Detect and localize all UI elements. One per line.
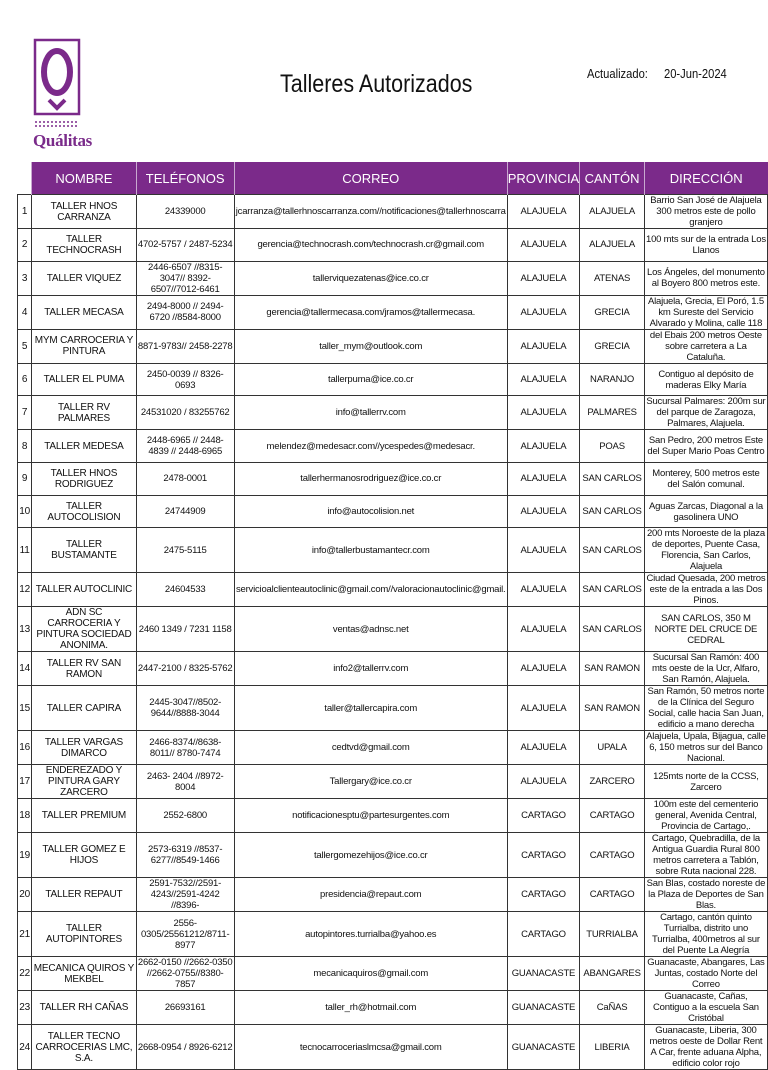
cell-provincia: ALAJUELA	[507, 229, 580, 262]
cell-direccion: Guanacaste, Cañas, Contiguo a la escuela San Cristóbal	[644, 991, 767, 1025]
row-number: 4	[18, 295, 32, 329]
cell-provincia: ALAJUELA	[507, 396, 580, 430]
table-row	[18, 229, 768, 262]
cell-provincia: ALAJUELA	[507, 607, 580, 652]
cell-nombre: TALLER REPAUT	[32, 878, 136, 912]
cell-direccion: Guanacaste, Abangares, Las Juntas, costado Norte del Correo	[644, 957, 767, 991]
table-row	[18, 799, 768, 833]
cell-nombre: TALLER HNOS RODRIGUEZ	[32, 463, 136, 496]
cell-correo: taller@tallercapira.com	[234, 686, 507, 731]
cell-direccion: Guanacaste, Liberia, 300 metros oeste de Dollar Rent A Car, frente aduana Alpha, edificio color rojo	[644, 1025, 767, 1070]
cell-canton: CaÑAS	[580, 991, 645, 1025]
table-row	[18, 495, 768, 528]
cell-nombre: TALLER RV PALMARES	[32, 396, 136, 430]
cell-nombre: TALLER TECHNOCRASH	[32, 229, 136, 262]
cell-nombre: TALLER AUTOCOLISION	[32, 495, 136, 528]
table-row	[18, 991, 768, 1025]
cell-nombre: TALLER AUTOPINTORES	[32, 912, 136, 957]
cell-telefonos: 2591-7532//2591-4243//2591-4242 //8396-	[136, 878, 234, 912]
cell-direccion: 100 mts sur de la entrada Los Llanos	[644, 229, 767, 262]
cell-provincia: CARTAGO	[507, 912, 580, 957]
cell-telefonos: 2556-0305/25561212/8711-8977	[136, 912, 234, 957]
table-row	[18, 1025, 768, 1070]
cell-telefonos: 26693161	[136, 991, 234, 1025]
cell-nombre: MECANICA QUIROS Y MEKBEL	[32, 957, 136, 991]
cell-telefonos: 2494-8000 // 2494-6720 //8584-8000	[136, 295, 234, 329]
cell-nombre: ADN SC CARROCERIA Y PINTURA SOCIEDAD ANONIMA.	[32, 607, 136, 652]
row-number: 15	[18, 686, 32, 731]
cell-canton: CARTAGO	[580, 799, 645, 833]
cell-telefonos: 24604533	[136, 573, 234, 607]
row-number: 21	[18, 912, 32, 957]
cell-telefonos: 2445-3047//8502-9644//8888-3044	[136, 686, 234, 731]
table-row	[18, 573, 768, 607]
cell-direccion: San Blas, costado noreste de la Plaza de Deportes de San Blas.	[644, 878, 767, 912]
cell-canton: ABANGARES	[580, 957, 645, 991]
cell-correo: info@tallerbustamantecr.com	[234, 528, 507, 573]
cell-direccion: Sucursal Palmares: 200m sur del parque de Zaragoza, Palmares, Alajuela.	[646, 396, 766, 430]
cell-provincia: ALAJUELA	[507, 573, 580, 607]
cell-canton: SAN CARLOS	[580, 463, 645, 496]
table-row	[18, 430, 768, 463]
cell-telefonos: 2478-0001	[136, 463, 234, 496]
header-direccion: DIRECCIÓN	[644, 162, 767, 195]
cell-provincia: ALAJUELA	[507, 528, 580, 573]
row-number: 3	[18, 261, 32, 295]
cell-direccion: 200 mts Noroeste de la plaza de deportes, Puente Casa, Florencia, San Carlos, Alajuela	[644, 528, 767, 573]
cell-correo: autopintores.turrialba@yahoo.es	[234, 912, 507, 957]
cell-correo: ventas@adnsc.net	[234, 607, 507, 652]
cell-direccion: San Pedro, 200 metros Este del Super Mario Poas Centro	[644, 430, 767, 463]
cell-correo: taller_mym@outlook.com	[234, 329, 507, 363]
cell-canton: SAN CARLOS	[580, 495, 645, 528]
cell-provincia: ALAJUELA	[507, 765, 580, 799]
header-nombre: NOMBRE	[32, 162, 136, 195]
cell-provincia: GUANACASTE	[507, 957, 580, 991]
row-number: 1	[18, 195, 32, 229]
cell-provincia: ALAJUELA	[507, 295, 580, 329]
cell-telefonos: 2450-0039 // 8326-0693	[136, 363, 234, 396]
cell-canton: CARTAGO	[580, 833, 645, 878]
cell-provincia: CARTAGO	[507, 799, 580, 833]
row-number: 24	[18, 1025, 32, 1070]
cell-canton: SAN CARLOS	[580, 607, 645, 652]
cell-correo: Tallergary@ice.co.cr	[234, 765, 507, 799]
cell-telefonos: 2447-2100 / 8325-5762	[136, 652, 234, 686]
row-number: 12	[18, 573, 32, 607]
cell-nombre: TALLER RV SAN RAMON	[32, 652, 136, 686]
row-number: 11	[18, 528, 32, 573]
cell-telefonos: 24531020 / 83255762	[136, 396, 234, 430]
table-row	[18, 329, 768, 363]
cell-canton: SAN RAMON	[580, 652, 645, 686]
cell-nombre: TALLER GOMEZ E HIJOS	[32, 833, 136, 878]
cell-correo: tallerpuma@ice.co.cr	[234, 363, 507, 396]
page-title: Talleres Autorizados	[280, 70, 473, 98]
workshops-table	[17, 162, 768, 1070]
cell-canton: NARANJO	[580, 363, 645, 396]
table-row	[18, 195, 768, 229]
cell-correo: presidencia@repaut.com	[234, 878, 507, 912]
cell-provincia: CARTAGO	[507, 878, 580, 912]
cell-telefonos: 2446-6507 //8315-3047// 8392-6507//7012-6461	[136, 261, 234, 295]
cell-nombre: TALLER AUTOCLINIC	[32, 573, 136, 607]
cell-provincia: ALAJUELA	[507, 363, 580, 396]
cell-correo: mecanicaquiros@gmail.com	[234, 957, 507, 991]
qualitas-logo	[33, 38, 93, 158]
table-row	[18, 463, 768, 496]
cell-provincia: ALAJUELA	[507, 652, 580, 686]
cell-canton: ZARCERO	[580, 765, 645, 799]
cell-correo: info@autocolision.net	[234, 495, 507, 528]
cell-nombre: ENDEREZADO Y PINTURA GARY ZARCERO	[32, 765, 136, 799]
cell-nombre: TALLER PREMIUM	[32, 799, 136, 833]
table-row	[18, 765, 768, 799]
cell-direccion: Los Ángeles, del monumento al Boyero 800 metros este.	[644, 261, 767, 295]
updated-date: 20-Jun-2024	[664, 66, 727, 81]
cell-canton: ALAJUELA	[580, 229, 645, 262]
cell-correo: servicioalclienteautoclinic@gmail.com//valoracionautoclinic@gmail.	[234, 573, 507, 607]
row-number: 6	[18, 363, 32, 396]
cell-canton: PALMARES	[580, 396, 645, 430]
cell-nombre: TALLER TECNO CARROCERIAS LMC, S.A.	[32, 1025, 136, 1070]
cell-telefonos: 2662-0150 //2662-0350 //2662-0755//8380-7857	[137, 957, 233, 991]
cell-canton: LIBERIA	[580, 1025, 645, 1070]
row-number: 20	[18, 878, 32, 912]
table-row	[18, 261, 768, 295]
cell-nombre: TALLER HNOS CARRANZA	[32, 195, 136, 229]
row-number: 10	[18, 495, 32, 528]
row-number: 9	[18, 463, 32, 496]
cell-provincia: ALAJUELA	[507, 430, 580, 463]
header-index	[18, 162, 32, 195]
cell-nombre: TALLER RH CAÑAS	[32, 991, 136, 1025]
cell-provincia: GUANACASTE	[507, 1025, 580, 1070]
row-number: 23	[18, 991, 32, 1025]
row-number: 14	[18, 652, 32, 686]
cell-correo: tecnocarroceriaslmcsa@gmail.com	[234, 1025, 507, 1070]
table-row	[18, 878, 768, 912]
row-number: 2	[18, 229, 32, 262]
cell-provincia: ALAJUELA	[507, 329, 580, 363]
cell-correo: gerencia@technocrash.com/technocrash.cr@gmail.com	[234, 229, 507, 262]
row-number: 22	[18, 957, 32, 991]
cell-correo: tallergomezehijos@ice.co.cr	[234, 833, 507, 878]
cell-direccion: San Ramón, 50 metros norte de la Clínica del Seguro Social, calle hacia San Juan, edificio a mano derecha	[644, 686, 767, 731]
cell-correo: info2@tallerrv.com	[234, 652, 507, 686]
cell-correo: jcarranza@tallerhnoscarranza.com//notificaciones@tallerhnoscarra	[234, 195, 507, 229]
table-row	[18, 607, 768, 652]
cell-telefonos: 2448-6965 // 2448-4839 // 2448-6965	[136, 430, 234, 463]
cell-telefonos: 2475-5115	[136, 528, 234, 573]
cell-canton: UPALA	[580, 731, 645, 765]
cell-telefonos: 24339000	[136, 195, 234, 229]
cell-direccion: 100m este del cementerio general, Avenida Central, Provincia de Cartago,.	[644, 799, 767, 833]
header-canton: CANTÓN	[580, 162, 645, 195]
table-row	[18, 912, 768, 957]
cell-provincia: GUANACASTE	[507, 991, 580, 1025]
row-number: 8	[18, 430, 32, 463]
cell-correo: melendez@medesacr.com//ycespedes@medesacr.	[234, 430, 507, 463]
cell-telefonos: 2552-6800	[136, 799, 234, 833]
cell-canton: SAN RAMON	[580, 686, 645, 731]
cell-direccion: Contiguo al depósito de maderas Elky María	[644, 363, 767, 396]
row-number: 19	[18, 833, 32, 878]
cell-direccion: Cartago, Quebradilla, de la Antigua Guardia Rural 800 metros carretera a Tablón, sobre Ruta nacional 228.	[644, 833, 767, 878]
table-row	[18, 396, 768, 430]
cell-nombre: TALLER CAPIRA	[32, 686, 136, 731]
cell-canton: GRECIA	[580, 295, 645, 329]
cell-canton: ATENAS	[580, 261, 645, 295]
cell-provincia: ALAJUELA	[507, 195, 580, 229]
row-number: 17	[18, 765, 32, 799]
cell-canton: CARTAGO	[580, 878, 645, 912]
table-row	[18, 957, 768, 991]
cell-provincia: ALAJUELA	[507, 495, 580, 528]
row-number: 16	[18, 731, 32, 765]
cell-provincia: ALAJUELA	[507, 731, 580, 765]
cell-canton: TURRIALBA	[580, 912, 645, 957]
cell-correo: gerencia@tallermecasa.com/jramos@tallermecasa.	[234, 295, 507, 329]
cell-canton: POAS	[580, 430, 645, 463]
cell-direccion: Alajuela, Grecia, El Poró, 1.5 km Sureste del Servicio Alvarado y Molina, calle 118	[644, 295, 767, 329]
row-number: 18	[18, 799, 32, 833]
cell-direccion: Ciudad Quesada, 200 metros este de la entrada a las Dos Pinos.	[644, 573, 767, 607]
cell-canton: SAN CARLOS	[580, 573, 645, 607]
cell-correo: tallerviquezatenas@ice.co.cr	[234, 261, 507, 295]
header-provincia: PROVINCIA	[507, 162, 580, 195]
qualitas-logo-icon	[33, 38, 83, 128]
cell-direccion: Monterey, 500 metros este del Salón comunal.	[644, 463, 767, 496]
cell-direccion: 125mts norte de la CCSS, Zarcero	[644, 765, 767, 799]
table-row	[18, 295, 768, 329]
cell-telefonos: 4702-5757 / 2487-5234	[136, 229, 234, 262]
cell-direccion: Sucursal San Ramón: 400 mts oeste de la Ucr, Alfaro, San Ramón, Alajuela.	[644, 652, 767, 686]
table-row	[18, 731, 768, 765]
cell-telefonos: 2463- 2404 //8972-8004	[136, 765, 234, 799]
row-number: 5	[18, 329, 32, 363]
cell-correo: notificacionesptu@partesurgentes.com	[234, 799, 507, 833]
cell-telefonos: 8871-9783// 2458-2278	[136, 329, 234, 363]
cell-provincia: ALAJUELA	[507, 463, 580, 496]
cell-provincia: ALAJUELA	[507, 686, 580, 731]
header-correo: CORREO	[234, 162, 507, 195]
table-header-row	[18, 162, 768, 195]
table-row	[18, 686, 768, 731]
cell-telefonos: 2668-0954 / 8926-6212	[136, 1025, 234, 1070]
cell-correo: tallerhermanosrodriguez@ice.co.cr	[234, 463, 507, 496]
row-number: 13	[18, 607, 32, 652]
cell-canton: ALAJUELA	[580, 195, 645, 229]
cell-nombre: TALLER VIQUEZ	[32, 261, 136, 295]
row-number: 7	[18, 396, 32, 430]
updated-label: Actualizado:	[587, 66, 648, 81]
cell-canton: SAN CARLOS	[580, 528, 645, 573]
table-row	[18, 528, 768, 573]
cell-direccion: Barrio San José de Alajuela 300 metros este de pollo granjero	[644, 195, 767, 229]
table-row	[18, 363, 768, 396]
header-telefonos: TELÉFONOS	[136, 162, 234, 195]
cell-correo: taller_rh@hotmail.com	[234, 991, 507, 1025]
cell-correo: cedtvd@gmail.com	[234, 731, 507, 765]
cell-nombre: TALLER EL PUMA	[32, 363, 136, 396]
cell-nombre: TALLER MEDESA	[32, 430, 136, 463]
cell-direccion: SAN CARLOS, 350 M NORTE DEL CRUCE DE CEDRAL	[644, 607, 767, 652]
cell-nombre: TALLER BUSTAMANTE	[32, 528, 136, 573]
logo-text: Quálitas	[33, 131, 93, 150]
cell-nombre: TALLER VARGAS DIMARCO	[32, 731, 136, 765]
cell-direccion: Aguas Zarcas, Diagonal a la gasolinera UNO	[644, 495, 767, 528]
cell-direccion: Cartago, cantón quinto Turrialba, distrito uno Turrialba, 400metros al sur del Puente La Alegría	[644, 912, 767, 957]
cell-provincia: CARTAGO	[507, 833, 580, 878]
cell-canton: GRECIA	[580, 329, 645, 363]
cell-telefonos: 2460 1349 / 7231 1158	[136, 607, 234, 652]
cell-direccion: del Ebais 200 metros Oeste sobre carretera a La Cataluña.	[644, 329, 767, 363]
cell-telefonos: 2466-8374//8638-8011// 8780-7474	[136, 731, 234, 765]
cell-direccion: Alajuela, Upala, Bijagua, calle 6, 150 metros sur del Banco Nacional.	[646, 731, 766, 765]
cell-telefonos: 24744909	[136, 495, 234, 528]
cell-correo: info@tallerrv.com	[234, 396, 507, 430]
table-row	[18, 833, 768, 878]
cell-nombre: MYM CARROCERIA Y PINTURA	[32, 329, 136, 363]
cell-provincia: ALAJUELA	[507, 261, 580, 295]
cell-nombre: TALLER MECASA	[32, 295, 136, 329]
cell-telefonos: 2573-6319 //8537-6277//8549-1466	[136, 833, 234, 878]
table-row	[18, 652, 768, 686]
